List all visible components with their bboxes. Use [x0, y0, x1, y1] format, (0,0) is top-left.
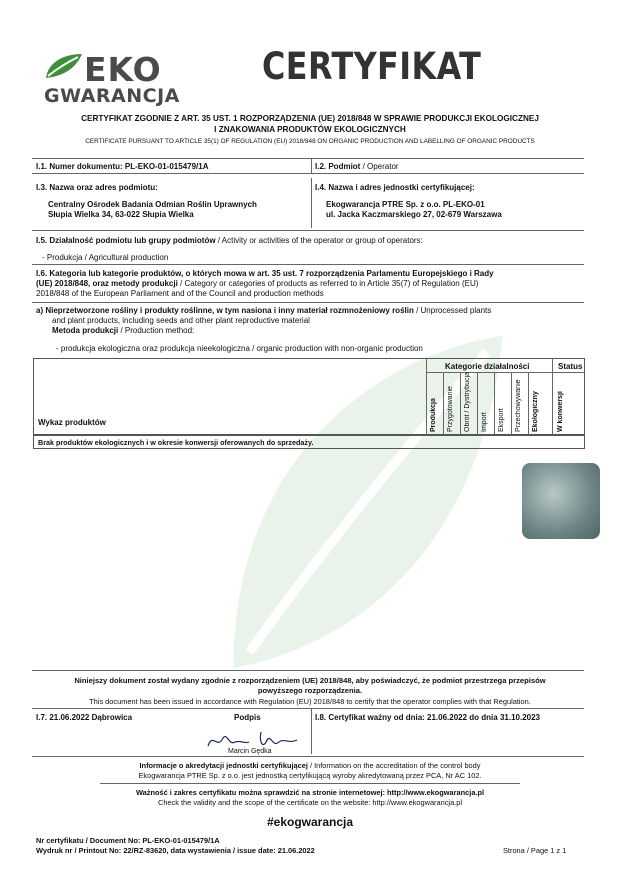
- printout-no: Wydruk nr / Printout No: 22/RZ-83620, data wystawienia / issue date: 21.06.2022: [36, 846, 315, 855]
- document-number: I.1. Numer dokumentu: PL-EKO-01-015479/1A: [36, 162, 209, 171]
- subtitle-pl-2: I ZNAKOWANIA PRODUKTÓW EKOLOGICZNYCH: [214, 125, 406, 134]
- subtitle-en: CERTIFICATE PURSUANT TO ARTICLE 35(1) OF REGULATION (EU) 2018/848 ON ORGANIC PRODUCTION AND LABELLING OF ORGANIC PRODUCTS: [85, 138, 535, 145]
- subtitle-pl-1: CERTYFIKAT ZGODNIE Z ART. 35 UST. 1 ROZPORZĄDZENIA (UE) 2018/848 W SPRAWIE PRODUKCJI EKOLOGICZNEJ: [81, 114, 539, 123]
- divider: [32, 302, 584, 303]
- cert-body-name: Ekogwarancja PTRE Sp. z o.o. PL-EKO-01: [326, 200, 485, 209]
- page-title: CERTYFIKAT: [262, 45, 482, 88]
- accreditation-text: Ekogwarancja PTRE Sp. z o.o. jest jednostką certyfikującą wyroby akredytowaną przez PCA, Nr AC 102.: [138, 771, 482, 780]
- divider: [477, 372, 478, 435]
- hologram-seal: [522, 463, 600, 539]
- divider: [311, 178, 312, 228]
- divider: [528, 372, 529, 435]
- method-label: Metoda produkcji: [52, 326, 119, 335]
- divider: [460, 372, 461, 435]
- divider: [311, 708, 312, 754]
- operator-name-label: I.3. Nazwa oraz adres podmiotu:: [36, 183, 158, 192]
- column-header: Ekologiczny: [532, 391, 539, 432]
- footer-statement-pl-2: powyższego rozporządzenia.: [257, 686, 363, 695]
- column-header: W konwersji: [557, 391, 564, 432]
- divider: [311, 158, 312, 173]
- validity-period: I.8. Certyfikat ważny od dnia: 21.06.2022 do dnia 31.10.2023: [315, 713, 540, 722]
- column-header: Produkcja: [430, 398, 437, 432]
- accreditation-label-en: / Information on the accreditation of the control body: [307, 761, 481, 770]
- divider: [32, 158, 584, 159]
- footer-statement-en: This document has been issued in accordance with Regulation (EU) 2018/848 to certify that the operator complies with that Regulation.: [89, 697, 531, 706]
- activity-label: I.5. Działalność podmiotu lub grupy podmiotów: [36, 236, 216, 245]
- divider: [443, 372, 444, 435]
- divider: [32, 756, 584, 757]
- logo-gwarancja-text: GWARANCJA: [44, 85, 180, 107]
- accreditation-label: Informacje o akredytacji jednostki certyfikującej: [139, 761, 308, 770]
- divider: [426, 372, 585, 373]
- validity-check-en: Check the validity and the scope of the certificate on the website: http://www.ekogwarancja.pl: [157, 798, 462, 807]
- operator-name: Centralny Ośrodek Badania Odmian Roślin Uprawnych: [48, 200, 257, 209]
- footer-statement-pl-1: Niniejszy dokument został wydany zgodnie z rozporządzeniem (UE) 2018/848, aby poświadczyć, że podmiot przestrzega przepisów: [74, 676, 546, 685]
- category-heading-2: (UE) 2018/848, oraz metody produkcji: [36, 279, 178, 288]
- cert-body-address: ul. Jacka Kaczmarskiego 27, 02-679 Warszawa: [326, 210, 502, 219]
- divider: [494, 372, 495, 435]
- logo-eko-text: EKO: [84, 50, 162, 89]
- table-note: Brak produktów ekologicznych i w okresie konwersji oferowanych do sprzedaży.: [38, 438, 314, 447]
- category-a-en: / Unprocessed plants: [413, 306, 492, 315]
- column-header: Import: [481, 412, 488, 432]
- divider: [32, 230, 584, 231]
- operator-address: Słupia Wielka 34, 63-022 Słupia Wielka: [48, 210, 194, 219]
- signature-label: Podpis: [234, 713, 261, 722]
- group-status-header: Status: [558, 362, 583, 371]
- divider: [426, 358, 427, 435]
- hashtag: #ekogwarancja: [266, 815, 354, 829]
- activity-value: - Produkcja / Agricultural production: [42, 253, 169, 262]
- divider: [32, 670, 584, 671]
- divider: [32, 708, 584, 709]
- document-no-footer: Nr certyfikatu / Document No: PL-EKO-01-015479/1A: [36, 836, 220, 845]
- column-header: Eksport: [498, 408, 505, 432]
- column-header: Przygotowanie: [447, 386, 454, 432]
- divider: [511, 372, 512, 435]
- column-header: Obrót / Dystrybucja: [464, 372, 471, 432]
- divider: [32, 173, 584, 174]
- category-heading-2-en: / Category or categories of products as referred to in Article 35(7) of Regulation (EU): [177, 279, 479, 288]
- operator-label-en: / Operator: [360, 162, 399, 171]
- divider: [32, 264, 584, 265]
- category-a: a) Nieprzetworzone rośliny i produkty roślinne, w tym nasiona i inny materiał rozmnożeniowy roślin: [36, 306, 414, 315]
- group-activities-header: Kategorie działalności: [445, 362, 530, 371]
- validity-check-pl: Ważność i zakres certyfikatu można sprawdzić na stronie internetowej: http://www.ekogwarancja.pl: [135, 788, 485, 797]
- cert-body-label: I.4. Nazwa i adres jednostki certyfikującej:: [315, 183, 475, 192]
- method-value: - produkcja ekologiczna oraz produkcja nieekologiczna / organic production with non-organic production: [56, 344, 423, 353]
- divider: [100, 783, 520, 784]
- page-number: Strona / Page 1 z 1: [503, 846, 567, 855]
- operator-label: I.2. Podmiot: [315, 162, 361, 171]
- issue-place-date: I.7. 21.06.2022 Dąbrowica: [36, 713, 133, 722]
- divider: [552, 358, 553, 435]
- activity-label-en: / Activity or activities of the operator or group of operators:: [215, 236, 423, 245]
- signer-name: Marcin Gędka: [228, 748, 272, 755]
- column-header: Przechowywanie: [515, 379, 522, 432]
- eko-leaf-logo-icon: [44, 52, 84, 80]
- category-heading: I.6. Kategoria lub kategorie produktów, o których mowa w art. 35 ust. 7 rozporządzenia Parlamentu Europejskiego i Rady: [36, 269, 494, 278]
- category-a-line2: and plant products, including seeds and other plant reproductive material: [52, 316, 310, 325]
- products-header: Wykaz produktów: [38, 418, 106, 427]
- category-heading-3: 2018/848 of the European Parliament and of the Council and production methods: [36, 289, 324, 298]
- method-label-en: / Production method:: [118, 326, 195, 335]
